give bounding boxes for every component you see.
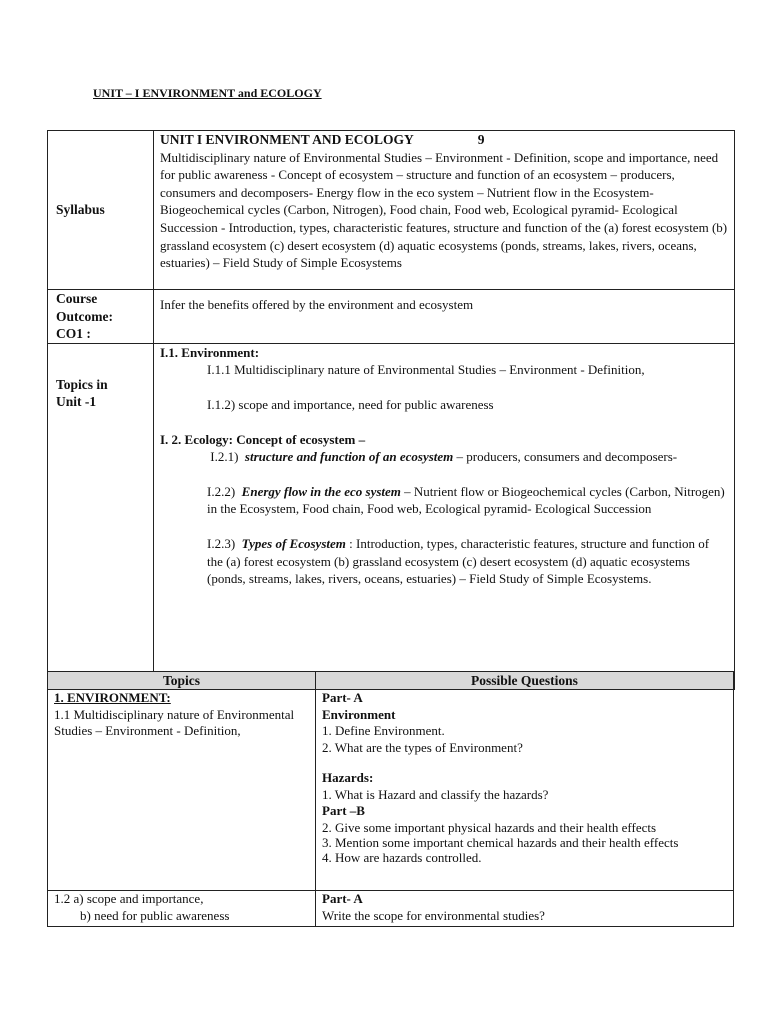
syllabus-content: [154, 131, 735, 290]
topic-cell: [48, 690, 316, 891]
topic-1-2-1-text: – producers, consumers and decomposers-: [453, 449, 678, 465]
topic-1-2-3-text: : Introduction, types, characteristic features, structure and function of the (a) forest ecosystem (b) grassland ecosystem (c) desert ecosystem (d) aquatic ecosystems (ponds, streams, lakes, rivers, oceans, estuaries) – Field Study of Simple Ecosystems.: [207, 535, 710, 587]
course-outcome-row: [48, 290, 735, 344]
topic-ecology-heading: I. 2. Ecology: Concept of ecosystem –: [160, 431, 366, 447]
table-row: [48, 690, 734, 891]
topics-label: [48, 343, 154, 689]
syllabus-title: UNIT I ENVIRONMENT AND ECOLOGY: [160, 132, 414, 147]
topics-column-header: Topics: [48, 672, 316, 690]
course-outcome-text: Infer the benefits offered by the environment and ecosystem: [160, 297, 474, 312]
topics-label-line-2: Unit -1: [56, 394, 97, 410]
topic-1-2-2: [160, 483, 728, 518]
topic-1-2-3: [160, 535, 728, 588]
question-item: 2. Give some important physical hazards and their health effects: [322, 819, 657, 835]
topics-row: [48, 343, 735, 689]
outcome-label-line-3: CO1 :: [56, 326, 91, 342]
questions-column-header: Possible Questions: [316, 672, 734, 690]
question-item: 1. What is Hazard and classify the hazards?: [322, 786, 549, 802]
topic-1-2-3-title: Types of Ecosystem: [241, 535, 346, 551]
question-item: 3. Mention some important chemical hazards and their health effects: [322, 834, 679, 850]
part-a-label: Part- A: [322, 690, 363, 705]
outcome-label-line-1: Course: [56, 291, 98, 306]
questions-cell: [316, 891, 734, 927]
course-outcome-content: [154, 290, 735, 344]
syllabus-table: [47, 130, 735, 690]
question-item: Write the scope for environmental studies?: [322, 907, 545, 923]
topic-1-2-2-text: – Nutrient flow or Biogeochemical cycles (Carbon, Nitrogen) in the Ecosystem, Food chain, Food web, Ecological pyramid- Ecological Succession: [207, 483, 725, 517]
environment-topic-text: 1.1 Multidisciplinary nature of Environmental Studies – Environment - Definition,: [54, 706, 295, 738]
topic-1-2-1-number: I.2.1): [210, 449, 239, 465]
topics-content: [154, 343, 735, 689]
topic-1-2-2-title: Energy flow in the eco system: [241, 483, 401, 499]
awareness-topic-text: b) need for public awareness: [80, 907, 230, 923]
topic-1-2-1-title: structure and function of an ecosystem: [244, 449, 454, 465]
question-item: 2. What are the types of Environment?: [322, 739, 523, 755]
topic-1-1-2: I.1.2) scope and importance, need for public awareness: [207, 396, 494, 412]
topic-cell: [48, 891, 316, 927]
topic-1-2-3-number: I.2.3): [207, 535, 236, 551]
table-row: [48, 891, 734, 927]
part-b-label: Part –B: [322, 803, 365, 818]
syllabus-row: [48, 131, 735, 290]
topic-1-2-2-number: I.2.2): [207, 483, 236, 499]
syllabus-text: Multidisciplinary nature of Environmental Studies – Environment - Definition, scope and importance, need for public awareness - Concept of ecosystem – structure and function of an ecosystem – producers, consumers and decomposers- Energy flow in the eco system – Nutrient flow in the Ecosystem- Biogeochemical cycles (Carbon, Nitrogen), Food chain, Food web, Ecological pyramid- Ecological Succession - Introduction, types, characteristic features, structure and function of the (a) forest ecosystem (b) grassland ecosystem (c) desert ecosystem (d) aquatic ecosystems (ponds, streams, lakes, rivers, oceans, estuaries) – Field Study of Simple Ecosystems: [160, 149, 728, 271]
topic-1-2-1: [160, 448, 728, 466]
part-a-label: Part- A: [322, 891, 363, 906]
outcome-label-line-2: Outcome:: [56, 308, 113, 324]
questions-header-row: [48, 672, 734, 690]
topic-environment-heading: I.1. Environment:: [160, 344, 260, 360]
syllabus-title-line: [160, 131, 728, 149]
hazards-subheading: Hazards:: [322, 770, 374, 785]
syllabus-label: Syllabus: [48, 131, 154, 290]
unit-heading: UNIT – I ENVIRONMENT and ECOLOGY: [93, 86, 322, 100]
environment-topic-heading: 1. ENVIRONMENT:: [54, 690, 171, 705]
topics-label-line-1: Topics in: [56, 376, 108, 392]
syllabus-hours: 9: [477, 132, 485, 147]
question-item: 1. Define Environment.: [322, 723, 445, 738]
questions-cell: [316, 690, 734, 891]
course-outcome-label: [48, 290, 154, 344]
topic-1-1-1: I.1.1 Multidisciplinary nature of Environmental Studies – Environment - Definition,: [207, 362, 645, 378]
environment-subheading: Environment: [322, 706, 396, 722]
questions-table: [47, 671, 734, 927]
scope-topic-text: 1.2 a) scope and importance,: [54, 891, 204, 906]
question-item: 4. How are hazards controlled.: [322, 849, 482, 865]
